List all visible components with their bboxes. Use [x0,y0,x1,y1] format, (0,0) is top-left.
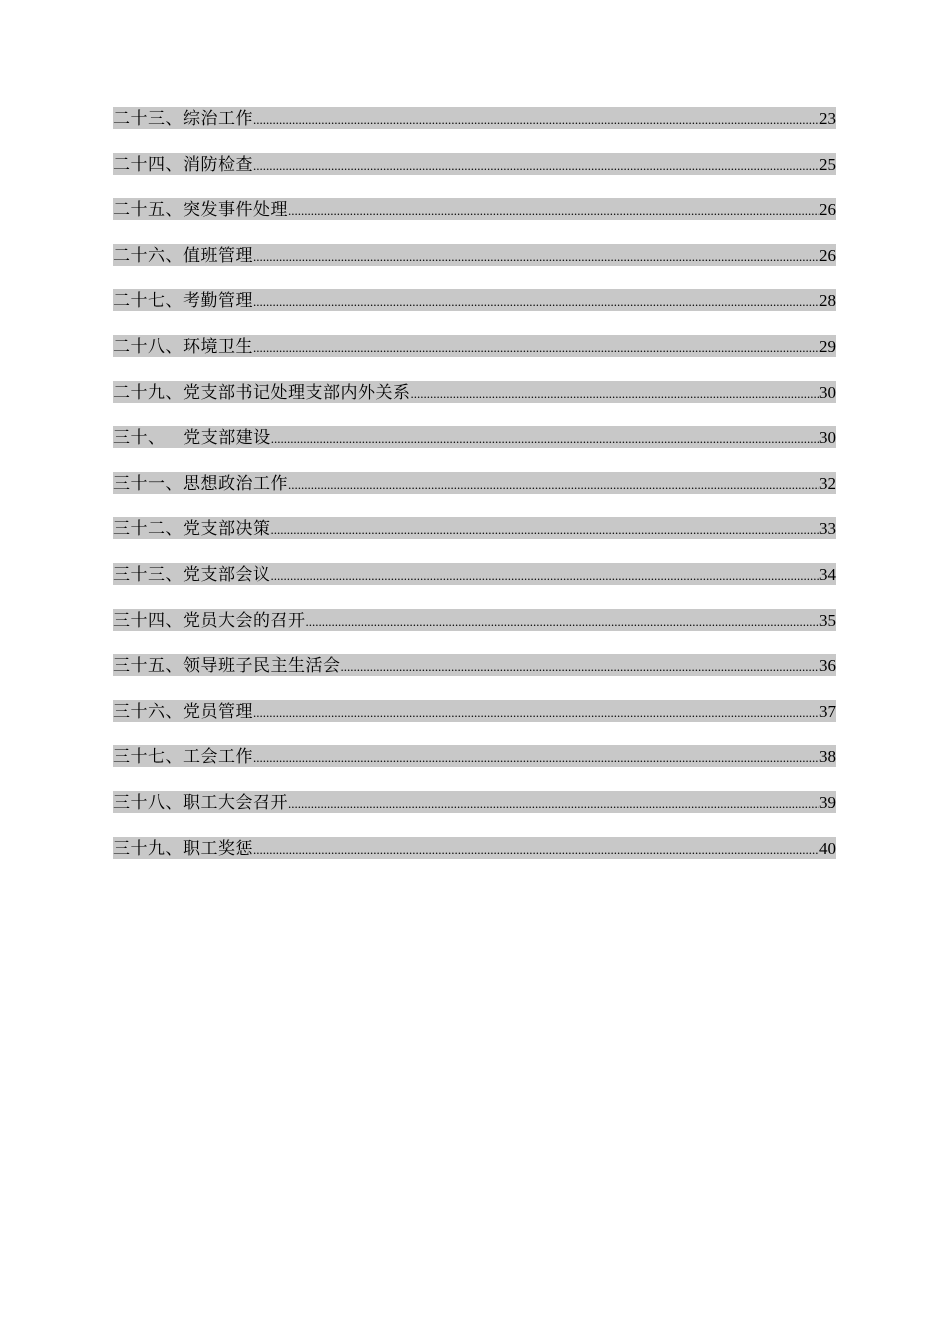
toc-leader-dots [271,568,820,585]
toc-entry[interactable] [113,563,836,585]
toc-entry-page: 39 [819,792,836,812]
toc-entry-page: 33 [819,519,836,539]
toc-entry-page: 29 [819,336,836,356]
toc-entry-label: 三十七、工会工作 [113,747,253,768]
toc-entry-page: 25 [819,154,836,174]
toc-entry-label: 二十八、环境卫生 [113,336,253,357]
toc-entry-label: 三十九、职工奖惩 [113,838,253,859]
toc-entry-label: 二十四、消防检查 [113,154,253,175]
toc-entry[interactable] [113,791,836,813]
toc-entry-page: 30 [819,382,836,402]
toc-entry[interactable] [113,198,836,220]
toc-leader-dots [411,386,820,403]
toc-leader-dots [253,705,819,722]
toc-entry-label: 二十六、值班管理 [113,245,253,266]
toc-entry[interactable] [113,381,836,403]
toc-leader-dots [288,203,819,220]
toc-entry[interactable] [113,700,836,722]
toc-entry-label: 二十五、突发事件处理 [113,200,288,221]
toc-leader-dots [253,249,819,266]
toc-entry[interactable] [113,745,836,767]
table-of-contents [113,107,836,882]
toc-leader-dots [271,522,820,539]
toc-entry-page: 28 [819,291,836,311]
toc-leader-dots [253,158,819,175]
toc-leader-dots [341,659,820,676]
toc-leader-dots [253,842,819,859]
toc-leader-dots [288,796,819,813]
toc-entry[interactable] [113,335,836,357]
toc-entry[interactable] [113,654,836,676]
toc-entry-label: 三十六、党员管理 [113,701,253,722]
toc-entry-label: 二十七、考勤管理 [113,291,253,312]
toc-entry[interactable] [113,426,836,448]
toc-entry[interactable] [113,609,836,631]
toc-entry-page: 38 [819,747,836,767]
toc-entry[interactable] [113,244,836,266]
toc-entry-page: 26 [819,200,836,220]
toc-entry[interactable] [113,472,836,494]
toc-entry-page: 37 [819,701,836,721]
toc-entry-page: 40 [819,838,836,858]
toc-entry-label: 三十八、职工大会召开 [113,792,288,813]
toc-entry-page: 32 [819,473,836,493]
toc-entry-label: 三十、 党支部建设 [113,428,271,449]
toc-leader-dots [253,750,819,767]
toc-entry[interactable] [113,107,836,129]
toc-entry-page: 34 [819,564,836,584]
toc-entry-label: 二十三、综治工作 [113,109,253,129]
toc-entry-page: 35 [819,610,836,630]
toc-entry-page: 26 [819,245,836,265]
toc-leader-dots [253,112,819,129]
toc-entry-page: 36 [819,656,836,676]
toc-leader-dots [253,340,819,357]
toc-entry[interactable] [113,517,836,539]
toc-entry-label: 三十四、党员大会的召开 [113,610,306,631]
toc-entry-label: 三十二、党支部决策 [113,519,271,540]
toc-entry-page: 23 [819,109,836,128]
toc-entry-label: 二十九、党支部书记处理支部内外关系 [113,382,411,403]
toc-leader-dots [306,614,820,631]
toc-leader-dots [253,294,819,311]
toc-entry-label: 三十五、领导班子民主生活会 [113,656,341,677]
toc-entry-label: 三十三、党支部会议 [113,564,271,585]
toc-entry[interactable] [113,837,836,859]
toc-entry[interactable] [113,289,836,311]
toc-leader-dots [271,431,819,448]
toc-entry-page: 30 [819,428,836,448]
toc-entry[interactable] [113,153,836,175]
toc-entry-label: 三十一、思想政治工作 [113,473,288,494]
toc-leader-dots [288,477,819,494]
